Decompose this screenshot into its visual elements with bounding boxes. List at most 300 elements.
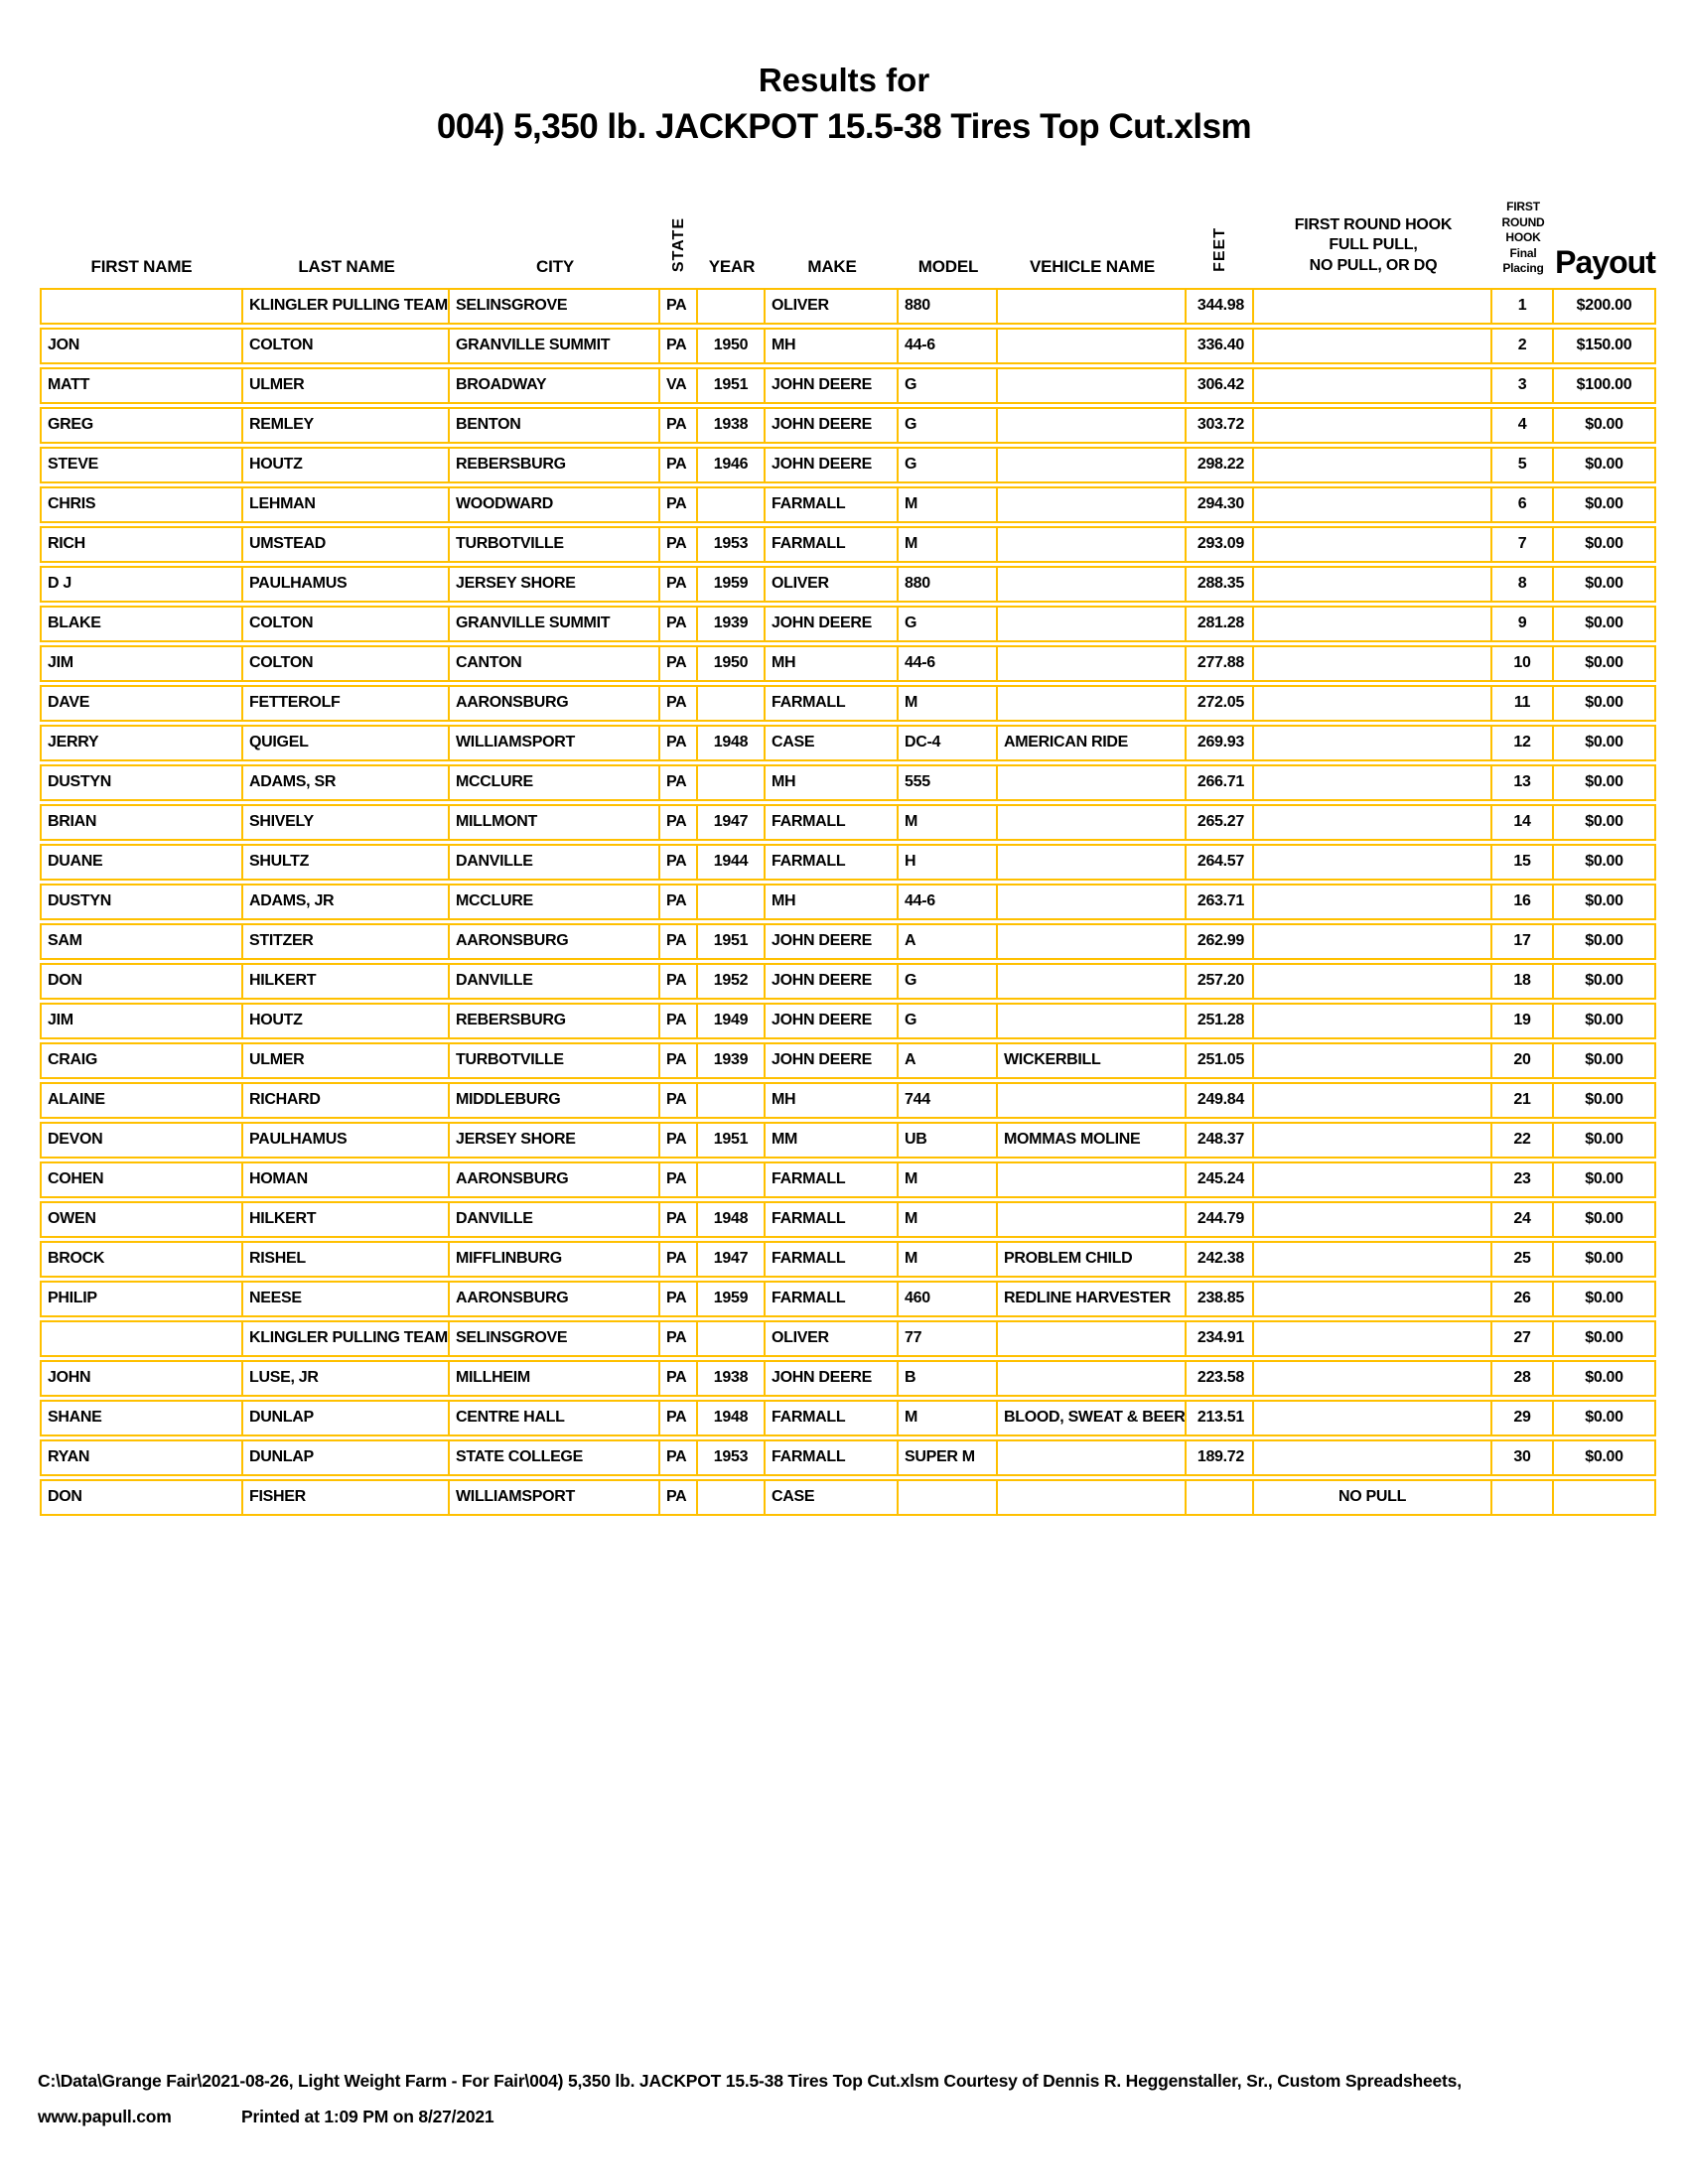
- cell-model: M: [899, 486, 998, 523]
- cell-first-name: MATT: [40, 367, 243, 404]
- cell-vehicle-name: [998, 1201, 1187, 1238]
- cell-year: [698, 288, 766, 325]
- table-row: [40, 1241, 1656, 1278]
- cell-first-round-hook: [1254, 1281, 1492, 1317]
- cell-city: DANVILLE: [450, 844, 660, 881]
- cell-feet: 306.42: [1187, 367, 1254, 404]
- cell-year: 1951: [698, 367, 766, 404]
- cell-first-name: JERRY: [40, 725, 243, 761]
- cell-city: AARONSBURG: [450, 1161, 660, 1198]
- cell-payout: $0.00: [1554, 606, 1656, 642]
- cell-last-name: HOUTZ: [243, 1003, 450, 1039]
- cell-first-name: CRAIG: [40, 1042, 243, 1079]
- cell-payout: $0.00: [1554, 884, 1656, 920]
- cell-city: TURBOTVILLE: [450, 1042, 660, 1079]
- cell-last-name: COLTON: [243, 328, 450, 364]
- cell-last-name: LUSE, JR: [243, 1360, 450, 1397]
- cell-year: 1946: [698, 447, 766, 483]
- cell-first-name: JON: [40, 328, 243, 364]
- table-row: [40, 1281, 1656, 1317]
- cell-first-name: SHANE: [40, 1400, 243, 1436]
- cell-placing: 1: [1492, 288, 1554, 325]
- cell-vehicle-name: BLOOD, SWEAT & BEER: [998, 1400, 1187, 1436]
- results-table: [40, 197, 1656, 1519]
- cell-placing: 2: [1492, 328, 1554, 364]
- cell-make: JOHN DEERE: [766, 963, 899, 1000]
- cell-model: G: [899, 407, 998, 444]
- cell-year: [698, 486, 766, 523]
- cell-city: WILLIAMSPORT: [450, 1479, 660, 1516]
- cell-year: 1944: [698, 844, 766, 881]
- table-row: [40, 764, 1656, 801]
- col-header-state-label: STATE: [670, 216, 687, 272]
- cell-vehicle-name: [998, 1479, 1187, 1516]
- cell-city: CENTRE HALL: [450, 1400, 660, 1436]
- cell-first-name: PHILIP: [40, 1281, 243, 1317]
- cell-payout: $0.00: [1554, 566, 1656, 603]
- cell-first-round-hook: [1254, 606, 1492, 642]
- col-header-feet: [1187, 200, 1254, 285]
- cell-year: 1951: [698, 1122, 766, 1159]
- placing-header-line3: Final Placing: [1502, 245, 1544, 276]
- cell-model: 460: [899, 1281, 998, 1317]
- cell-first-name: DUSTYN: [40, 764, 243, 801]
- cell-placing: 30: [1492, 1439, 1554, 1476]
- cell-state: PA: [660, 1281, 698, 1317]
- cell-first-round-hook: [1254, 407, 1492, 444]
- cell-vehicle-name: [998, 1082, 1187, 1119]
- cell-feet: 264.57: [1187, 844, 1254, 881]
- cell-feet: 245.24: [1187, 1161, 1254, 1198]
- cell-payout: $0.00: [1554, 486, 1656, 523]
- cell-model: 44-6: [899, 645, 998, 682]
- cell-last-name: ULMER: [243, 367, 450, 404]
- cell-payout: $0.00: [1554, 447, 1656, 483]
- cell-year: [698, 764, 766, 801]
- cell-state: PA: [660, 1439, 698, 1476]
- table-row: [40, 963, 1656, 1000]
- cell-first-round-hook: [1254, 1042, 1492, 1079]
- cell-feet: 294.30: [1187, 486, 1254, 523]
- cell-last-name: STITZER: [243, 923, 450, 960]
- placing-header-line2: HOOK: [1505, 230, 1541, 245]
- cell-first-name: DUSTYN: [40, 884, 243, 920]
- cell-vehicle-name: [998, 328, 1187, 364]
- cell-vehicle-name: PROBLEM CHILD: [998, 1241, 1187, 1278]
- cell-vehicle-name: [998, 447, 1187, 483]
- cell-vehicle-name: [998, 884, 1187, 920]
- cell-year: [698, 1479, 766, 1516]
- cell-last-name: FISHER: [243, 1479, 450, 1516]
- table-row: [40, 1042, 1656, 1079]
- cell-payout: [1554, 1479, 1656, 1516]
- cell-state: PA: [660, 764, 698, 801]
- cell-feet: 257.20: [1187, 963, 1254, 1000]
- cell-first-round-hook: [1254, 1400, 1492, 1436]
- cell-first-round-hook: [1254, 288, 1492, 325]
- cell-payout: $0.00: [1554, 685, 1656, 722]
- cell-last-name: PAULHAMUS: [243, 1122, 450, 1159]
- table-row: [40, 884, 1656, 920]
- cell-make: FARMALL: [766, 804, 899, 841]
- table-row: [40, 1479, 1656, 1516]
- cell-placing: 20: [1492, 1042, 1554, 1079]
- cell-placing: 26: [1492, 1281, 1554, 1317]
- cell-payout: $0.00: [1554, 923, 1656, 960]
- cell-state: PA: [660, 1400, 698, 1436]
- cell-model: G: [899, 1003, 998, 1039]
- cell-first-round-hook: [1254, 1003, 1492, 1039]
- cell-placing: 22: [1492, 1122, 1554, 1159]
- table-row: [40, 1161, 1656, 1198]
- table-row: [40, 328, 1656, 364]
- cell-last-name: ULMER: [243, 1042, 450, 1079]
- cell-vehicle-name: [998, 764, 1187, 801]
- cell-first-round-hook: [1254, 1161, 1492, 1198]
- table-row: [40, 1320, 1656, 1357]
- cell-year: 1949: [698, 1003, 766, 1039]
- cell-last-name: UMSTEAD: [243, 526, 450, 563]
- cell-vehicle-name: [998, 923, 1187, 960]
- table-row: [40, 1439, 1656, 1476]
- cell-model: 880: [899, 566, 998, 603]
- cell-first-name: BRIAN: [40, 804, 243, 841]
- cell-first-round-hook: [1254, 685, 1492, 722]
- table-row: [40, 447, 1656, 483]
- cell-last-name: RICHARD: [243, 1082, 450, 1119]
- cell-model: 744: [899, 1082, 998, 1119]
- cell-feet: 265.27: [1187, 804, 1254, 841]
- cell-make: MH: [766, 1082, 899, 1119]
- hook-header-line3: NO PULL, OR DQ: [1309, 257, 1438, 275]
- cell-year: 1948: [698, 1201, 766, 1238]
- cell-placing: 13: [1492, 764, 1554, 801]
- cell-make: JOHN DEERE: [766, 1003, 899, 1039]
- cell-feet: 223.58: [1187, 1360, 1254, 1397]
- col-header-last-name: LAST NAME: [298, 256, 395, 276]
- cell-vehicle-name: [998, 685, 1187, 722]
- cell-vehicle-name: [998, 288, 1187, 325]
- cell-vehicle-name: [998, 526, 1187, 563]
- cell-vehicle-name: [998, 844, 1187, 881]
- cell-first-name: ALAINE: [40, 1082, 243, 1119]
- cell-last-name: QUIGEL: [243, 725, 450, 761]
- cell-feet: 288.35: [1187, 566, 1254, 603]
- cell-state: PA: [660, 486, 698, 523]
- cell-first-name: DEVON: [40, 1122, 243, 1159]
- cell-payout: $0.00: [1554, 1201, 1656, 1238]
- cell-first-round-hook: [1254, 1439, 1492, 1476]
- cell-placing: 24: [1492, 1201, 1554, 1238]
- cell-state: PA: [660, 1122, 698, 1159]
- cell-state: PA: [660, 1082, 698, 1119]
- cell-placing: 7: [1492, 526, 1554, 563]
- cell-vehicle-name: [998, 606, 1187, 642]
- cell-make: FARMALL: [766, 1241, 899, 1278]
- cell-year: 1939: [698, 606, 766, 642]
- cell-last-name: KLINGLER PULLING TEAM: [243, 1320, 450, 1357]
- cell-model: G: [899, 367, 998, 404]
- cell-year: [698, 685, 766, 722]
- cell-model: G: [899, 606, 998, 642]
- cell-first-name: RYAN: [40, 1439, 243, 1476]
- cell-feet: 189.72: [1187, 1439, 1254, 1476]
- cell-city: MCCLURE: [450, 764, 660, 801]
- cell-state: PA: [660, 884, 698, 920]
- cell-placing: 29: [1492, 1400, 1554, 1436]
- cell-year: 1951: [698, 923, 766, 960]
- cell-year: 1959: [698, 1281, 766, 1317]
- cell-first-name: OWEN: [40, 1201, 243, 1238]
- cell-make: MH: [766, 884, 899, 920]
- cell-payout: $100.00: [1554, 367, 1656, 404]
- cell-state: PA: [660, 1360, 698, 1397]
- cell-placing: 9: [1492, 606, 1554, 642]
- cell-make: JOHN DEERE: [766, 1360, 899, 1397]
- cell-first-round-hook: NO PULL: [1254, 1479, 1492, 1516]
- table-row: [40, 1003, 1656, 1039]
- cell-feet: 244.79: [1187, 1201, 1254, 1238]
- cell-last-name: SHULTZ: [243, 844, 450, 881]
- cell-model: [899, 1479, 998, 1516]
- cell-payout: $0.00: [1554, 1003, 1656, 1039]
- cell-feet: 303.72: [1187, 407, 1254, 444]
- cell-feet: 344.98: [1187, 288, 1254, 325]
- cell-first-round-hook: [1254, 923, 1492, 960]
- cell-first-name: DUANE: [40, 844, 243, 881]
- cell-model: H: [899, 844, 998, 881]
- cell-city: REBERSBURG: [450, 447, 660, 483]
- cell-city: JERSEY SHORE: [450, 1122, 660, 1159]
- cell-first-name: JIM: [40, 645, 243, 682]
- cell-city: GRANVILLE SUMMIT: [450, 328, 660, 364]
- cell-make: FARMALL: [766, 1201, 899, 1238]
- cell-city: SELINSGROVE: [450, 1320, 660, 1357]
- cell-vehicle-name: [998, 1003, 1187, 1039]
- cell-placing: 23: [1492, 1161, 1554, 1198]
- col-header-year: YEAR: [708, 256, 756, 276]
- cell-placing: 28: [1492, 1360, 1554, 1397]
- cell-first-name: D J: [40, 566, 243, 603]
- cell-make: JOHN DEERE: [766, 1042, 899, 1079]
- cell-last-name: PAULHAMUS: [243, 566, 450, 603]
- cell-vehicle-name: WICKERBILL: [998, 1042, 1187, 1079]
- cell-state: PA: [660, 1003, 698, 1039]
- cell-payout: $200.00: [1554, 288, 1656, 325]
- table-row: [40, 725, 1656, 761]
- cell-make: CASE: [766, 725, 899, 761]
- cell-city: TURBOTVILLE: [450, 526, 660, 563]
- col-header-city: CITY: [536, 256, 574, 276]
- cell-payout: $0.00: [1554, 1082, 1656, 1119]
- table-row: [40, 486, 1656, 523]
- cell-city: BENTON: [450, 407, 660, 444]
- cell-make: JOHN DEERE: [766, 606, 899, 642]
- cell-state: PA: [660, 963, 698, 1000]
- table-row: [40, 288, 1656, 325]
- table-row: [40, 526, 1656, 563]
- cell-state: PA: [660, 1320, 698, 1357]
- cell-make: CASE: [766, 1479, 899, 1516]
- cell-year: [698, 1161, 766, 1198]
- footer-website: www.papull.com: [38, 2107, 172, 2126]
- cell-last-name: ADAMS, JR: [243, 884, 450, 920]
- cell-vehicle-name: [998, 804, 1187, 841]
- cell-payout: $0.00: [1554, 407, 1656, 444]
- cell-state: PA: [660, 447, 698, 483]
- cell-placing: 15: [1492, 844, 1554, 881]
- cell-state: PA: [660, 288, 698, 325]
- table-row: [40, 1082, 1656, 1119]
- cell-first-round-hook: [1254, 844, 1492, 881]
- cell-payout: $0.00: [1554, 1161, 1656, 1198]
- cell-placing: 5: [1492, 447, 1554, 483]
- col-header-first-round-hook: [1254, 200, 1492, 285]
- cell-state: PA: [660, 685, 698, 722]
- cell-last-name: DUNLAP: [243, 1400, 450, 1436]
- cell-first-name: DAVE: [40, 685, 243, 722]
- col-header-final-placing: [1492, 200, 1554, 285]
- cell-placing: [1492, 1479, 1554, 1516]
- cell-city: MIDDLEBURG: [450, 1082, 660, 1119]
- cell-make: JOHN DEERE: [766, 407, 899, 444]
- cell-last-name: COLTON: [243, 606, 450, 642]
- cell-placing: 27: [1492, 1320, 1554, 1357]
- cell-payout: $0.00: [1554, 963, 1656, 1000]
- cell-city: DANVILLE: [450, 1201, 660, 1238]
- cell-last-name: COLTON: [243, 645, 450, 682]
- cell-first-round-hook: [1254, 764, 1492, 801]
- cell-last-name: ADAMS, SR: [243, 764, 450, 801]
- cell-payout: $0.00: [1554, 1042, 1656, 1079]
- cell-vehicle-name: [998, 1439, 1187, 1476]
- cell-placing: 18: [1492, 963, 1554, 1000]
- table-row: [40, 1360, 1656, 1397]
- cell-first-round-hook: [1254, 725, 1492, 761]
- cell-feet: 234.91: [1187, 1320, 1254, 1357]
- col-header-feet-label: FEET: [1211, 226, 1228, 272]
- cell-last-name: KLINGLER PULLING TEAM: [243, 288, 450, 325]
- cell-city: WOODWARD: [450, 486, 660, 523]
- cell-vehicle-name: [998, 367, 1187, 404]
- cell-city: AARONSBURG: [450, 923, 660, 960]
- cell-first-name: BROCK: [40, 1241, 243, 1278]
- cell-placing: 11: [1492, 685, 1554, 722]
- cell-year: 1950: [698, 645, 766, 682]
- cell-last-name: HILKERT: [243, 963, 450, 1000]
- cell-payout: $0.00: [1554, 1439, 1656, 1476]
- cell-year: [698, 884, 766, 920]
- table-row: [40, 645, 1656, 682]
- cell-feet: 277.88: [1187, 645, 1254, 682]
- cell-year: 1953: [698, 1439, 766, 1476]
- cell-vehicle-name: REDLINE HARVESTER: [998, 1281, 1187, 1317]
- cell-model: 555: [899, 764, 998, 801]
- cell-model: A: [899, 1042, 998, 1079]
- cell-first-name: DON: [40, 1479, 243, 1516]
- cell-last-name: HILKERT: [243, 1201, 450, 1238]
- cell-vehicle-name: AMERICAN RIDE: [998, 725, 1187, 761]
- cell-payout: $150.00: [1554, 328, 1656, 364]
- col-header-first-name: FIRST NAME: [90, 256, 193, 276]
- cell-first-name: RICH: [40, 526, 243, 563]
- cell-make: MH: [766, 645, 899, 682]
- cell-city: GRANVILLE SUMMIT: [450, 606, 660, 642]
- col-header-state: [660, 200, 698, 285]
- cell-vehicle-name: [998, 1320, 1187, 1357]
- footer-path: C:\Data\Grange Fair\2021-08-26, Light Weight Farm - For Fair\004) 5,350 lb. JACKPOT 15.5-38 Tires Top Cut.xlsm Courtesy of Dennis R. Heggenstaller, Sr., Custom Spreadsheets,: [38, 2071, 1462, 2091]
- cell-payout: $0.00: [1554, 1320, 1656, 1357]
- cell-model: G: [899, 447, 998, 483]
- cell-first-round-hook: [1254, 1360, 1492, 1397]
- cell-make: FARMALL: [766, 1439, 899, 1476]
- header-row: [40, 200, 1656, 285]
- cell-last-name: HOUTZ: [243, 447, 450, 483]
- cell-placing: 17: [1492, 923, 1554, 960]
- cell-year: 1953: [698, 526, 766, 563]
- table-row: [40, 1122, 1656, 1159]
- cell-first-name: BLAKE: [40, 606, 243, 642]
- cell-model: 880: [899, 288, 998, 325]
- cell-payout: $0.00: [1554, 1281, 1656, 1317]
- cell-first-name: [40, 288, 243, 325]
- cell-placing: 3: [1492, 367, 1554, 404]
- cell-model: G: [899, 963, 998, 1000]
- hook-header-line2: FULL PULL,: [1329, 236, 1418, 254]
- cell-state: PA: [660, 1042, 698, 1079]
- cell-feet: 251.28: [1187, 1003, 1254, 1039]
- cell-placing: 25: [1492, 1241, 1554, 1278]
- cell-placing: 19: [1492, 1003, 1554, 1039]
- cell-first-round-hook: [1254, 1320, 1492, 1357]
- cell-state: PA: [660, 1241, 698, 1278]
- cell-payout: $0.00: [1554, 844, 1656, 881]
- cell-first-round-hook: [1254, 645, 1492, 682]
- report-subtitle: 004) 5,350 lb. JACKPOT 15.5-38 Tires Top Cut.xlsm: [436, 107, 1252, 146]
- cell-placing: 12: [1492, 725, 1554, 761]
- cell-model: 44-6: [899, 328, 998, 364]
- cell-first-name: COHEN: [40, 1161, 243, 1198]
- cell-city: STATE COLLEGE: [450, 1439, 660, 1476]
- cell-vehicle-name: MOMMAS MOLINE: [998, 1122, 1187, 1159]
- cell-model: M: [899, 804, 998, 841]
- cell-make: FARMALL: [766, 526, 899, 563]
- cell-first-name: SAM: [40, 923, 243, 960]
- cell-first-name: DON: [40, 963, 243, 1000]
- table-row: [40, 407, 1656, 444]
- cell-model: B: [899, 1360, 998, 1397]
- cell-first-name: [40, 1320, 243, 1357]
- cell-payout: $0.00: [1554, 1122, 1656, 1159]
- cell-model: SUPER M: [899, 1439, 998, 1476]
- cell-model: M: [899, 1400, 998, 1436]
- cell-make: FARMALL: [766, 1161, 899, 1198]
- cell-placing: 16: [1492, 884, 1554, 920]
- cell-first-round-hook: [1254, 367, 1492, 404]
- placing-header-line1: FIRST ROUND: [1501, 200, 1545, 229]
- cell-year: 1959: [698, 566, 766, 603]
- cell-year: 1939: [698, 1042, 766, 1079]
- cell-state: PA: [660, 566, 698, 603]
- cell-make: FARMALL: [766, 844, 899, 881]
- cell-state: PA: [660, 844, 698, 881]
- cell-year: 1947: [698, 1241, 766, 1278]
- cell-state: PA: [660, 804, 698, 841]
- cell-payout: $0.00: [1554, 725, 1656, 761]
- cell-year: [698, 1320, 766, 1357]
- cell-last-name: FETTEROLF: [243, 685, 450, 722]
- cell-year: 1950: [698, 328, 766, 364]
